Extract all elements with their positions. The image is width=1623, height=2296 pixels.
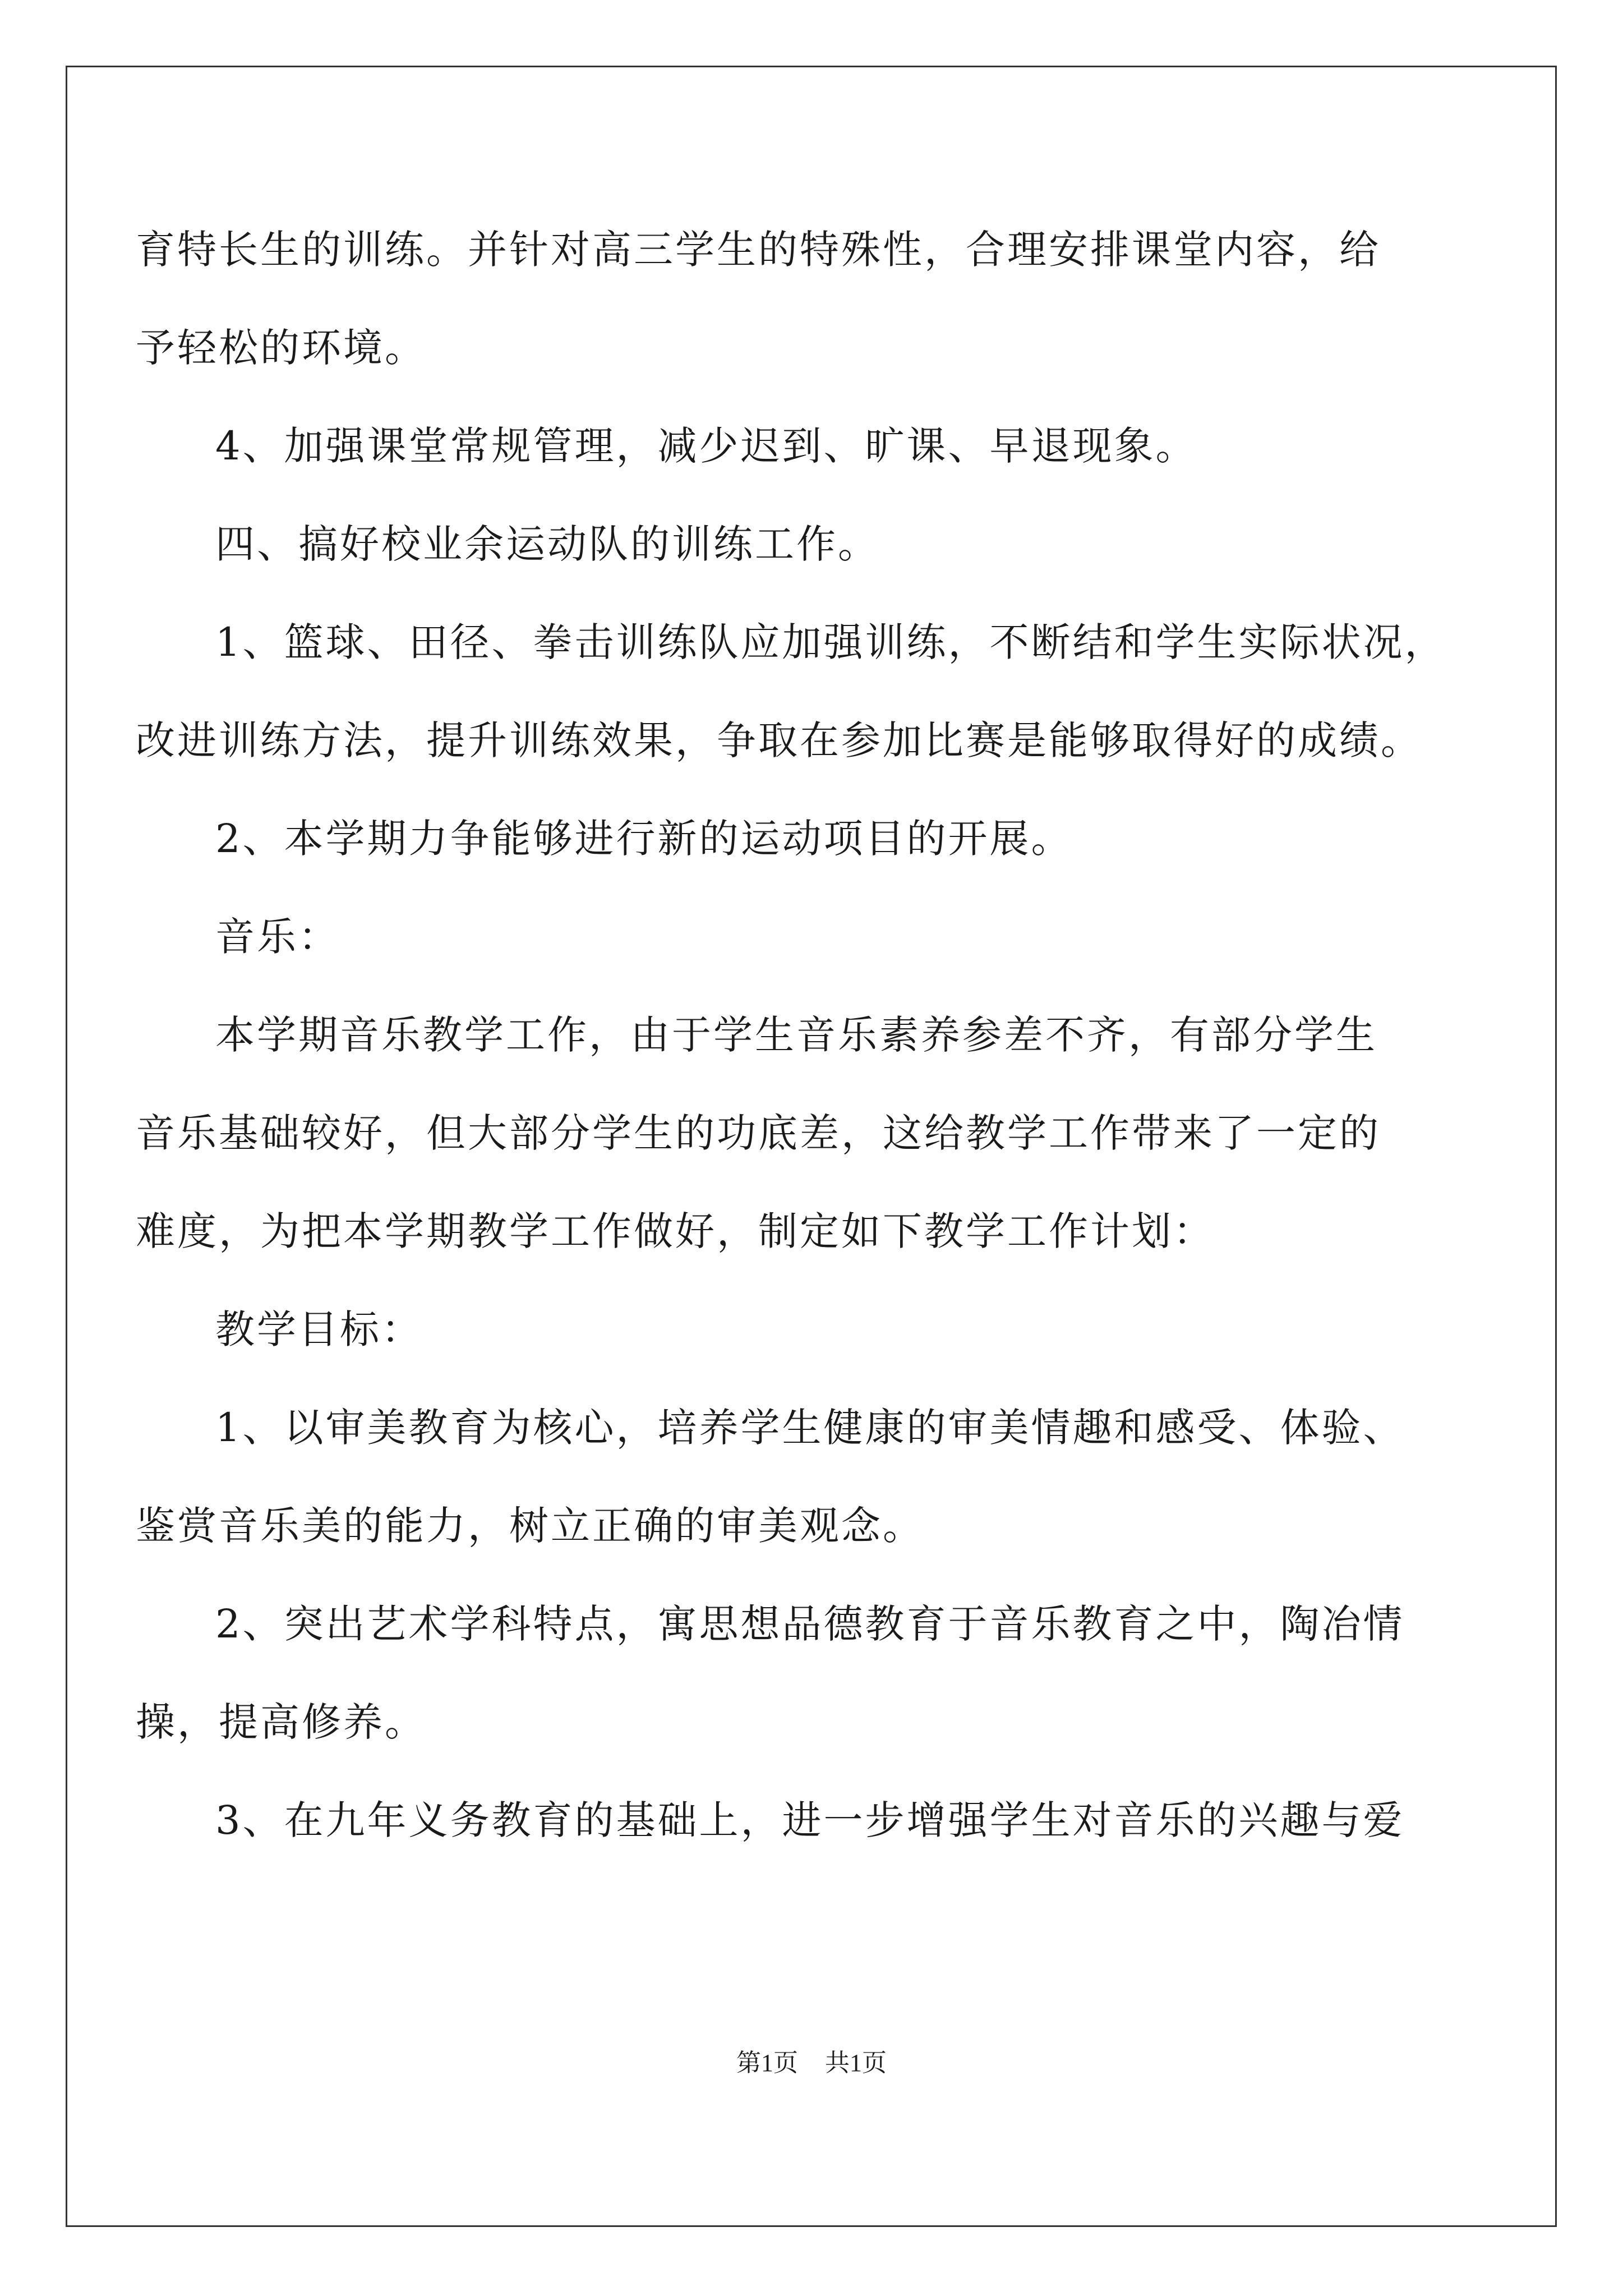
text-line: 4、加强课堂常规管理，减少迟到、旷课、早退现象。 (215, 423, 1197, 469)
section-heading: 四、搞好校业余运动队的训练工作。 (215, 521, 879, 567)
text-line: 操，提高修养。 (136, 1699, 426, 1745)
text-line: 3、在九年义务教育的基础上，进一步增强学生对音乐的兴趣与爱 (215, 1797, 1405, 1843)
text-line: 2、突出艺术学科特点，寓思想品德教育于音乐教育之中，陶冶情 (215, 1601, 1405, 1647)
text-line: 育特长生的训练。并针对高三学生的特殊性，合理安排课堂内容，给 (136, 227, 1381, 273)
text-line: 鉴赏音乐美的能力，树立正确的审美观念。 (136, 1503, 924, 1549)
page-footer (0, 2046, 1623, 2080)
text-line: 予轻松的环境。 (136, 325, 426, 371)
page-number: 第1页 (736, 2049, 798, 2077)
text-line: 音乐基础较好，但大部分学生的功底差，这给教学工作带来了一定的 (136, 1110, 1381, 1156)
text-line: 1、以审美教育为核心，培养学生健康的审美情趣和感受、体验、 (215, 1405, 1405, 1451)
section-heading: 音乐： (215, 914, 340, 960)
text-line: 1、篮球、田径、拳击训练队应加强训练，不断结和学生实际状况， (215, 619, 1446, 665)
page-total: 共1页 (825, 2049, 887, 2077)
text-line: 2、本学期力争能够进行新的运动项目的开展。 (215, 816, 1073, 862)
text-line: 改进训练方法，提升训练效果，争取在参加比赛是能够取得好的成绩。 (136, 717, 1422, 763)
text-line: 本学期音乐教学工作，由于学生音乐素养参差不齐，有部分学生 (215, 1012, 1377, 1058)
section-heading: 教学目标： (215, 1306, 423, 1352)
text-line: 难度，为把本学期教学工作做好，制定如下教学工作计划： (136, 1208, 1215, 1254)
